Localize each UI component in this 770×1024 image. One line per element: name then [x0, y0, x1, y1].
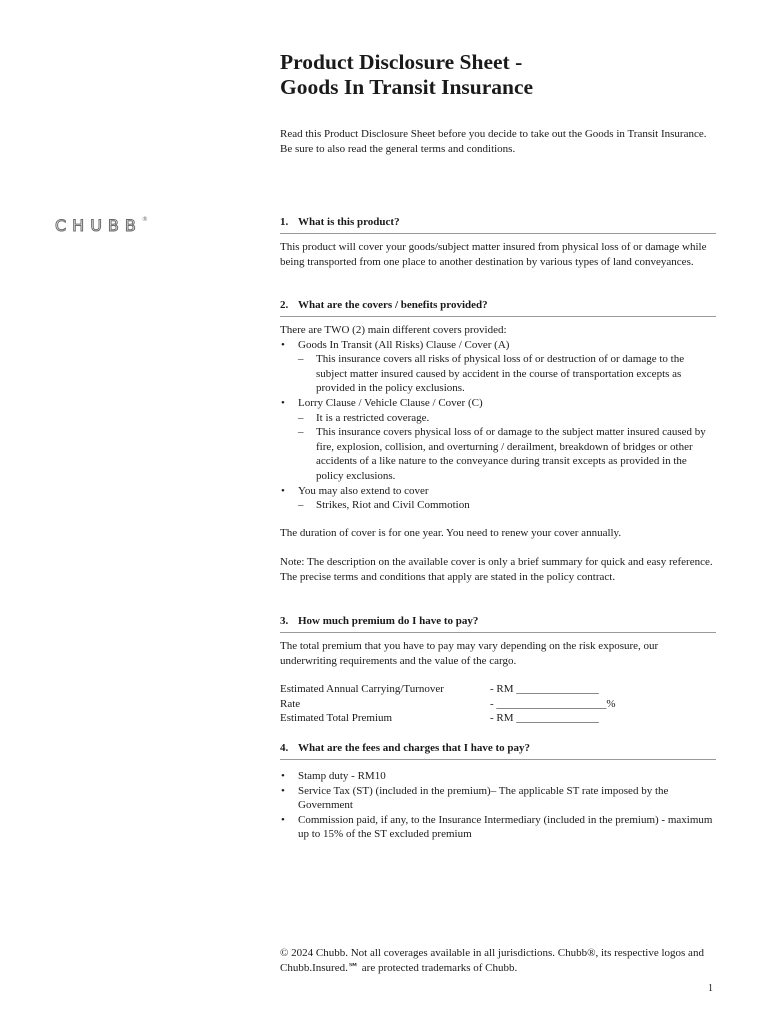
premium-table — [280, 682, 716, 726]
list-item — [280, 484, 716, 513]
list-item — [280, 338, 716, 396]
list-item: • Commission paid, if any, to the Insurance Intermediary (included in the premium) - maximum up to 15% of the ST excluded premium — [280, 813, 716, 842]
logo-registered-mark: ® — [141, 216, 148, 223]
premium-value: - RM _______________ — [490, 712, 599, 725]
extension-label: You may also extend to cover — [298, 484, 429, 497]
title-line-1: Product Disclosure Sheet - — [280, 50, 523, 74]
section-4 — [280, 741, 716, 842]
copyright-footer: © 2024 Chubb. Not all coverages available in all jurisdictions. Chubb®, its respective logos and Chubb.Insured.℠ are protected trademarks of Chubb. — [280, 947, 704, 974]
page-title — [280, 50, 716, 100]
section-1-heading — [280, 215, 716, 234]
section-2-heading — [280, 298, 716, 317]
section-heading-text: What is this product? — [298, 216, 400, 228]
cover-c-label: Lorry Clause / Vehicle Clause / Cover (C) — [298, 396, 483, 409]
logo-text: CHUBB — [55, 216, 142, 235]
section-heading-text: What are the covers / benefits provided? — [298, 299, 488, 311]
list-item: • Service Tax (ST) (included in the premium)– The applicable ST rate imposed by the Government — [280, 784, 716, 813]
section-number: 4. — [280, 742, 289, 754]
sub-list — [298, 352, 716, 396]
sub-list — [298, 411, 716, 484]
list-item — [280, 396, 716, 484]
section-number: 2. — [280, 299, 289, 311]
chubb-logo — [55, 216, 148, 235]
list-item: – This insurance covers all risks of physical loss of or destruction of or damage to the subject matter insured caused by accident in the course of transportation excepts as provided in the policy exclusions. — [298, 352, 716, 396]
covers-list — [280, 338, 716, 513]
intro-text: Read this Product Disclosure Sheet before you decide to take out the Goods in Transit Insurance. Be sure to also read the general terms and conditions. — [280, 128, 707, 155]
premium-label: Estimated Annual Carrying/Turnover — [280, 683, 444, 696]
section-heading-text: How much premium do I have to pay? — [298, 615, 479, 627]
section-heading-text: What are the fees and charges that I have to pay? — [298, 742, 531, 754]
section-3-heading — [280, 614, 716, 633]
premium-label: Rate — [280, 697, 301, 710]
section-3 — [280, 614, 716, 726]
section-4-heading — [280, 741, 716, 760]
premium-value: - ____________________% — [490, 697, 616, 710]
premium-value: - RM _______________ — [490, 683, 599, 696]
section-1 — [280, 215, 716, 269]
covers-lead: There are TWO (2) main different covers provided: — [280, 324, 507, 336]
cover-a-label: Goods In Transit (All Risks) Clause / Cover (A) — [298, 338, 510, 351]
duration-text: The duration of cover is for one year. You need to renew your cover annually. — [280, 526, 622, 539]
note-text: Note: The description on the available cover is only a brief summary for quick and easy reference. The precise terms and conditions that apply are stated in the policy contract. — [280, 556, 713, 583]
fees-list — [280, 769, 716, 842]
list-item: – This insurance covers physical loss of or damage to the subject matter insured caused by fire, explosion, collision, and overturning / derailment, breakdown of bridges or other accidents of a like nature to the conveyance during transit excepts as provided in the policy exclusions. — [298, 425, 716, 483]
sub-list — [298, 498, 716, 513]
list-item: • Stamp duty - RM10 — [280, 769, 716, 784]
title-line-2: Goods In Transit Insurance — [280, 75, 534, 99]
section-2 — [280, 298, 716, 585]
list-item: – Strikes, Riot and Civil Commotion — [298, 498, 716, 513]
premium-label: Estimated Total Premium — [280, 712, 393, 725]
page-number: 1 — [708, 983, 713, 994]
section-1-body: This product will cover your goods/subject matter insured from physical loss of or damage while being transported from one place to another destination by various types of land conveyances. — [280, 241, 707, 268]
list-item: – It is a restricted coverage. — [298, 411, 716, 426]
section-3-body: The total premium that you have to pay may vary depending on the risk exposure, our underwriting requirements and the value of the cargo. — [280, 640, 659, 667]
section-number: 3. — [280, 615, 289, 627]
section-number: 1. — [280, 216, 289, 228]
